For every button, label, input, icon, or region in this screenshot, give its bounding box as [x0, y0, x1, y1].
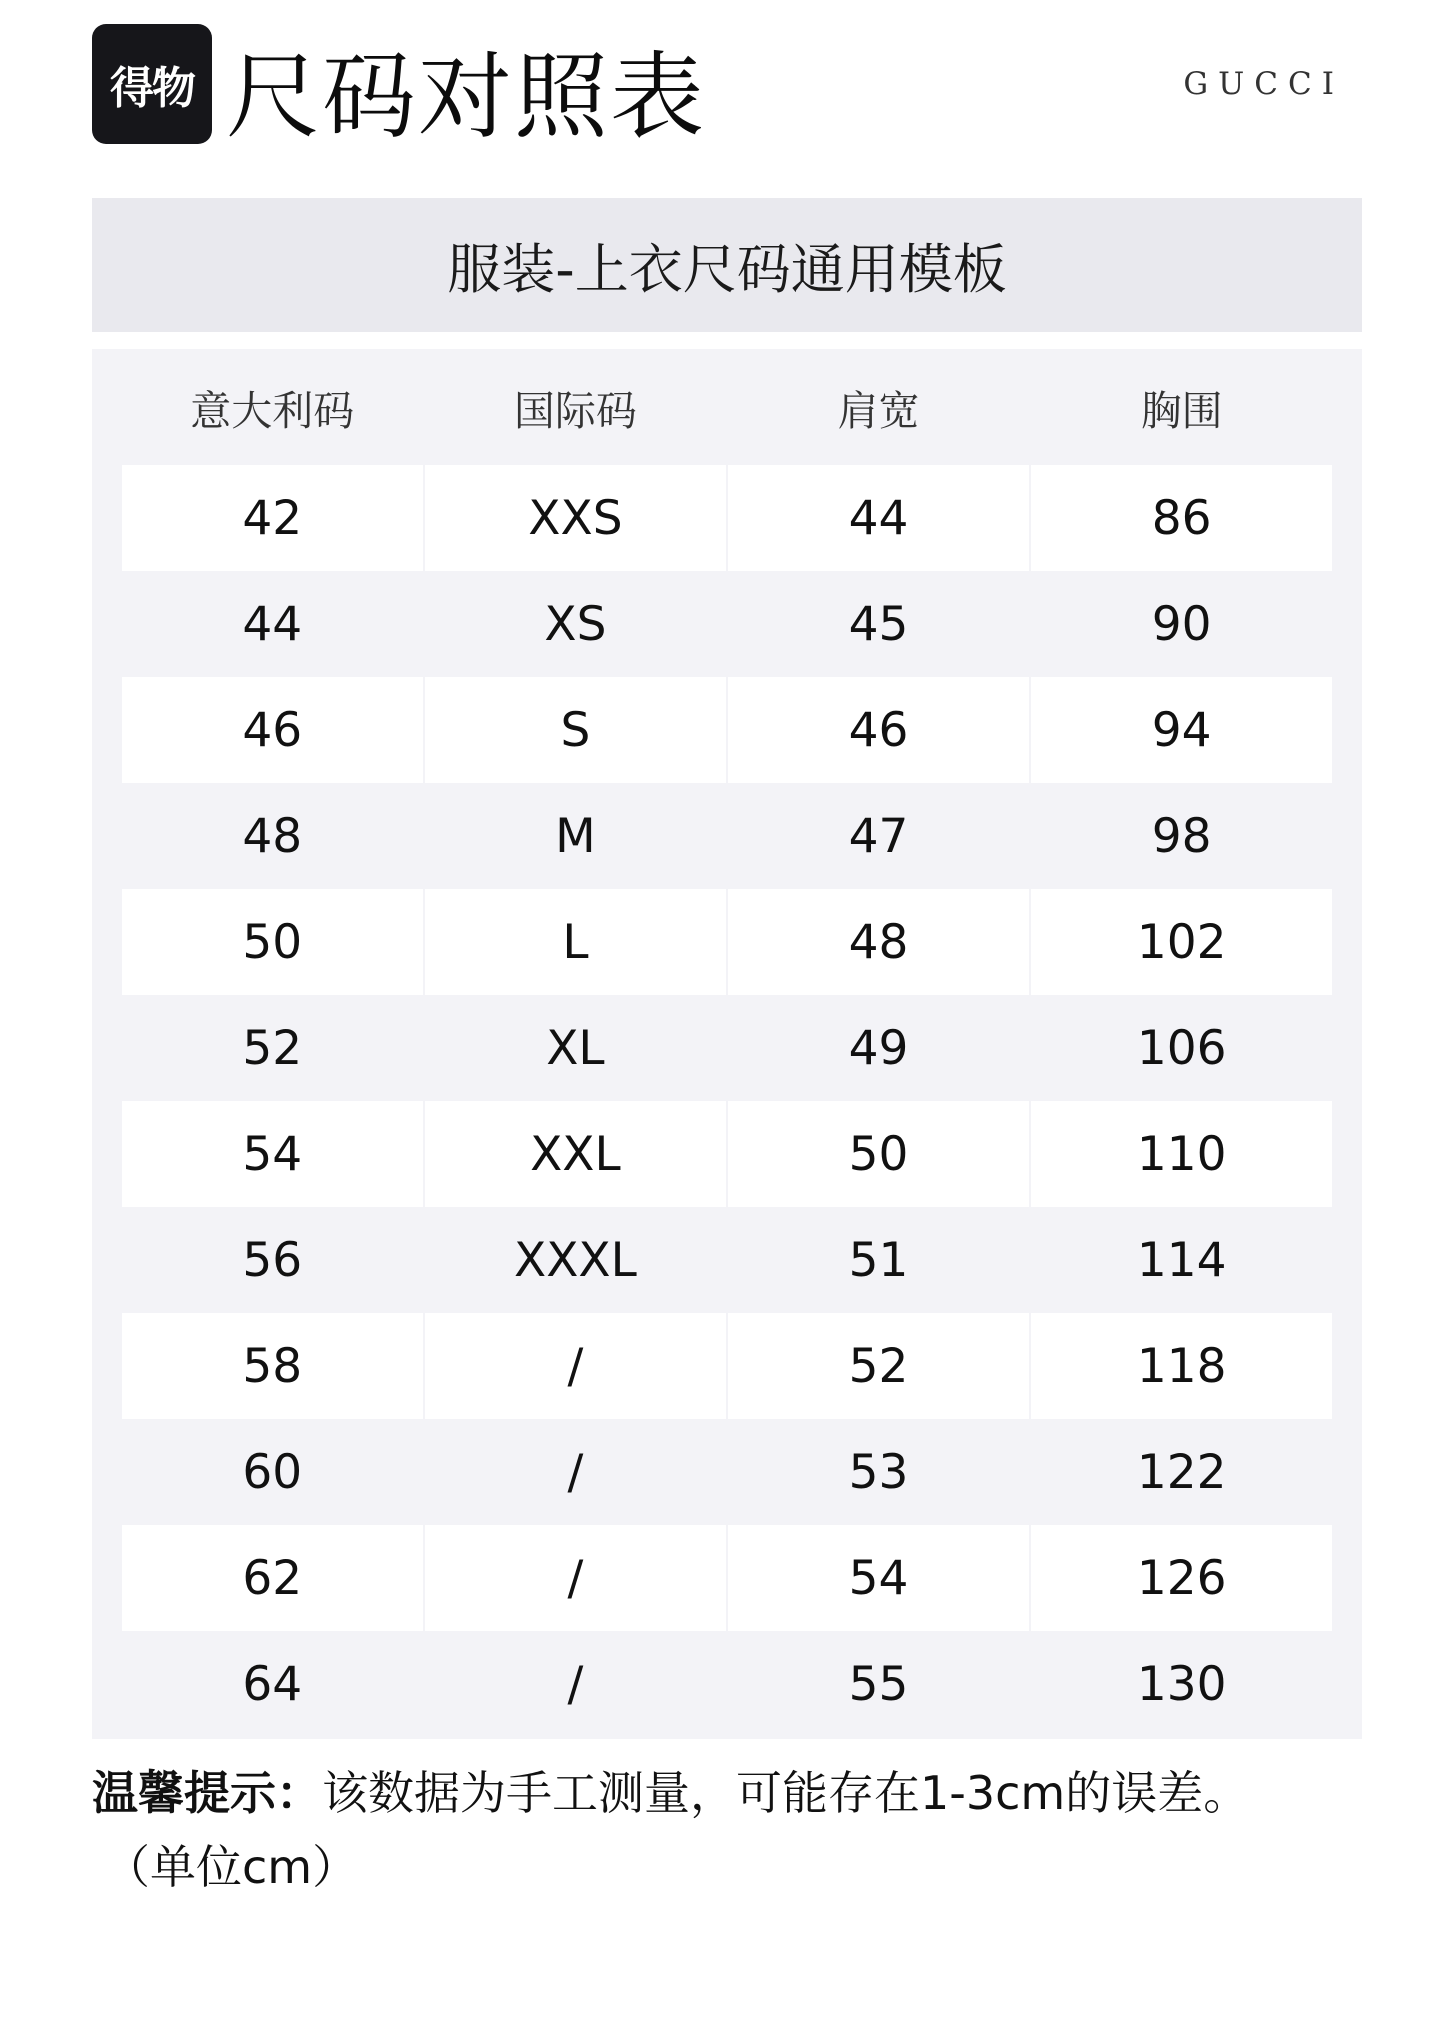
column-header-italian-size: 意大利码 [190, 386, 355, 435]
cell-shoulder-width: 53 [848, 1444, 909, 1500]
cell-italian-size: 50 [122, 889, 423, 995]
cell-italian-size: 48 [242, 808, 303, 864]
cell-chest: 130 [1136, 1656, 1227, 1712]
column-header-international-size: 国际码 [513, 386, 637, 435]
cell-international-size: / [425, 1525, 726, 1631]
app-logo [92, 24, 212, 144]
cell-international-size: L [425, 889, 726, 995]
table-row [122, 783, 1332, 889]
cell-international-size: / [567, 1656, 584, 1712]
cell-chest: 110 [1031, 1101, 1332, 1207]
table-row [122, 1631, 1332, 1737]
cell-chest: 114 [1136, 1232, 1227, 1288]
cell-international-size: XXXL [514, 1232, 637, 1288]
table-row [122, 1419, 1332, 1525]
table-row [122, 889, 1332, 995]
cell-chest: 94 [1031, 677, 1332, 783]
table-row [122, 571, 1332, 677]
table-row [122, 1525, 1332, 1631]
tip-text: 该数据为手工测量，可能存在1-3cm的误差。 [322, 1766, 1250, 1820]
cell-italian-size: 58 [122, 1313, 423, 1419]
cell-international-size: XXS [425, 465, 726, 571]
cell-shoulder-width: 46 [728, 677, 1029, 783]
banner-title: 服装-上衣尺码通用模板 [447, 237, 1007, 301]
cell-italian-size: 64 [242, 1656, 303, 1712]
cell-shoulder-width: 52 [728, 1313, 1029, 1419]
column-header-shoulder-width: 肩宽 [837, 386, 920, 435]
category-banner [92, 198, 1362, 332]
cell-shoulder-width: 49 [848, 1020, 909, 1076]
cell-shoulder-width: 55 [848, 1656, 909, 1712]
table-row [122, 1313, 1332, 1419]
cell-italian-size: 54 [122, 1101, 423, 1207]
cell-international-size: / [567, 1444, 584, 1500]
cell-italian-size: 42 [122, 465, 423, 571]
cell-chest: 106 [1136, 1020, 1227, 1076]
table-row [122, 677, 1332, 783]
cell-shoulder-width: 48 [728, 889, 1029, 995]
cell-shoulder-width: 47 [848, 808, 909, 864]
brand-logo-text: GUCCI [1183, 66, 1344, 102]
cell-shoulder-width: 44 [728, 465, 1029, 571]
cell-shoulder-width: 45 [848, 596, 909, 652]
cell-chest: 90 [1151, 596, 1212, 652]
cell-chest: 102 [1031, 889, 1332, 995]
cell-chest: 86 [1031, 465, 1332, 571]
cell-international-size: S [425, 677, 726, 783]
table-row [122, 1207, 1332, 1313]
table-row [122, 1101, 1332, 1207]
cell-international-size: M [555, 808, 596, 864]
cell-chest: 126 [1031, 1525, 1332, 1631]
cell-chest: 98 [1151, 808, 1212, 864]
cell-italian-size: 62 [122, 1525, 423, 1631]
cell-international-size: XXL [425, 1101, 726, 1207]
cell-shoulder-width: 54 [728, 1525, 1029, 1631]
table-body [122, 465, 1332, 1737]
cell-italian-size: 46 [122, 677, 423, 783]
tip-note [92, 1756, 1372, 1830]
cell-chest: 122 [1136, 1444, 1227, 1500]
cell-international-size: XL [546, 1020, 605, 1076]
logo-text: 得物 [110, 63, 194, 114]
column-header-chest: 胸围 [1140, 386, 1223, 435]
unit-note: （单位cm） [104, 1840, 359, 1894]
cell-italian-size: 44 [242, 596, 303, 652]
cell-chest: 118 [1031, 1313, 1332, 1419]
cell-shoulder-width: 51 [848, 1232, 909, 1288]
cell-international-size: XS [544, 596, 607, 652]
page-title: 尺码对照表 [226, 43, 707, 152]
cell-italian-size: 60 [242, 1444, 303, 1500]
cell-italian-size: 56 [242, 1232, 303, 1288]
table-header [122, 349, 1332, 465]
table-row [122, 465, 1332, 571]
tip-label: 温馨提示： [92, 1766, 322, 1820]
cell-international-size: / [425, 1313, 726, 1419]
cell-shoulder-width: 50 [728, 1101, 1029, 1207]
size-table [92, 349, 1362, 1739]
cell-italian-size: 52 [242, 1020, 303, 1076]
table-row [122, 995, 1332, 1101]
